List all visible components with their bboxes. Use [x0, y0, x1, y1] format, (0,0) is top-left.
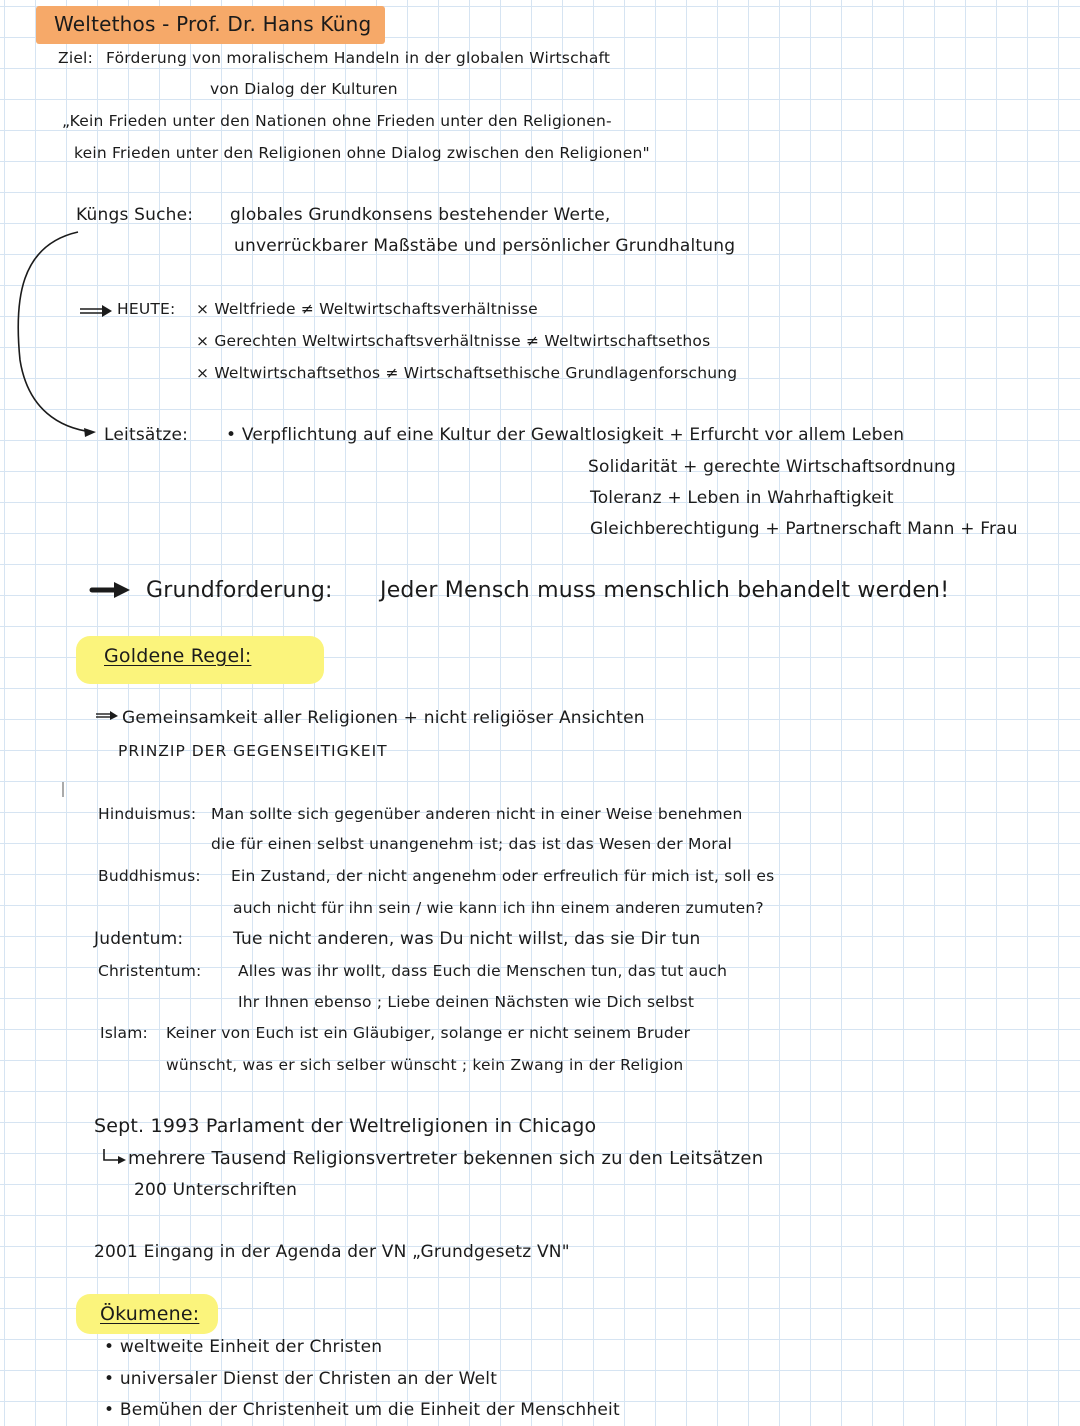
buddhismus-label: Buddhismus: — [98, 867, 201, 885]
hinduismus-line-2: die für einen selbst unangenehm ist; das ist das Wesen der Moral — [211, 835, 733, 853]
quote-line-2: kein Frieden unter den Religionen ohne Dialog zwischen den Religionen" — [74, 144, 650, 162]
return-arrow-icon — [104, 1149, 122, 1160]
judentum-label: Judentum: — [94, 929, 184, 949]
islam-line-1: Keiner von Euch ist ein Gläubiger, solange er nicht seinem Bruder — [166, 1024, 691, 1042]
judentum-text: Tue nicht anderen, was Du nicht willst, das sie Dir tun — [233, 929, 701, 949]
curve-arrow-icon — [18, 232, 92, 432]
heute-label: HEUTE: — [117, 300, 176, 318]
grundforderung-label: Grundforderung: — [146, 578, 333, 603]
buddhismus-line-1: Ein Zustand, der nicht angenehm oder erfreulich für mich ist, soll es — [231, 867, 775, 885]
ziel-line-2: von Dialog der Kulturen — [210, 80, 398, 98]
sept-line: Sept. 1993 Parlament der Weltreligionen in Chicago — [94, 1115, 597, 1137]
islam-label: Islam: — [100, 1024, 148, 1042]
hinduismus-label: Hinduismus: — [98, 805, 197, 823]
christentum-label: Christentum: — [98, 962, 202, 980]
sept-sub-line-1: mehrere Tausend Religionsvertreter bekennen sich zu den Leitsätzen — [128, 1148, 764, 1169]
leitsaetze-line-4: Gleichberechtigung + Partnerschaft Mann + Frau — [590, 519, 1018, 539]
oekumene-item: • universaler Dienst der Christen an der Welt — [104, 1369, 498, 1389]
leitsaetze-line-3: Toleranz + Leben in Wahrhaftigkeit — [590, 488, 894, 508]
suche-line-1: globales Grundkonsens bestehender Werte, — [230, 205, 611, 225]
islam-line-2: wünscht, was er sich selber wünscht ; kein Zwang in der Religion — [166, 1056, 684, 1074]
oekumene-heading: Ökumene: — [100, 1303, 200, 1325]
leitsaetze-line-1: • Verpflichtung auf eine Kultur der Gewaltlosigkeit + Erfurcht vor allem Leben — [226, 425, 905, 445]
page-title: Weltethos - Prof. Dr. Hans Küng — [36, 6, 385, 44]
prinzip-text: PRINZIP DER GEGENSEITIGKEIT — [118, 742, 388, 760]
leitsaetze-line-2: Solidarität + gerechte Wirtschaftsordnung — [588, 457, 956, 477]
ziel-line-1: Förderung von moralischem Handeln in der globalen Wirtschaft — [106, 49, 611, 67]
oekumene-item: • Bemühen der Christenheit um die Einheit der Menschheit — [104, 1400, 620, 1420]
agenda-line: 2001 Eingang in der Agenda der VN „Grundgesetz VN" — [94, 1242, 570, 1262]
oekumene-item: • weltweite Einheit der Christen — [104, 1337, 383, 1357]
sept-sub-line-2: 200 Unterschriften — [134, 1180, 298, 1200]
buddhismus-line-2: auch nicht für ihn sein / wie kann ich ihn einem anderen zumuten? — [233, 899, 764, 917]
christentum-line-2: Ihr Ihnen ebenso ; Liebe deinen Nächsten wie Dich selbst — [238, 993, 695, 1011]
quote-line-1: „Kein Frieden unter den Nationen ohne Frieden unter den Religionen- — [62, 112, 612, 130]
suche-line-2: unverrückbarer Maßstäbe und persönlicher Grundhaltung — [234, 236, 736, 256]
heute-item: × Gerechten Weltwirtschaftsverhältnisse ≠ Weltwirtschaftsethos — [196, 332, 711, 350]
arrowhead-icon — [84, 428, 96, 437]
suche-label: Küngs Suche: — [76, 205, 194, 225]
heute-item: × Weltwirtschaftsethos ≠ Wirtschaftsethische Grundlagenforschung — [196, 364, 738, 382]
christentum-line-1: Alles was ihr wollt, dass Euch die Menschen tun, das tut auch — [238, 962, 728, 980]
hinduismus-line-1: Man sollte sich gegenüber anderen nicht in einer Weise benehmen — [211, 805, 743, 823]
goldene-regel-heading: Goldene Regel: — [104, 645, 252, 667]
grundforderung-text: Jeder Mensch muss menschlich behandelt werden! — [380, 578, 950, 603]
heute-item: × Weltfriede ≠ Weltwirtschaftsverhältnisse — [196, 300, 538, 318]
gemeinsamkeit-text: Gemeinsamkeit aller Religionen + nicht religiöser Ansichten — [122, 708, 645, 728]
leitsaetze-label: Leitsätze: — [104, 425, 189, 445]
ziel-label: Ziel: — [58, 49, 93, 67]
